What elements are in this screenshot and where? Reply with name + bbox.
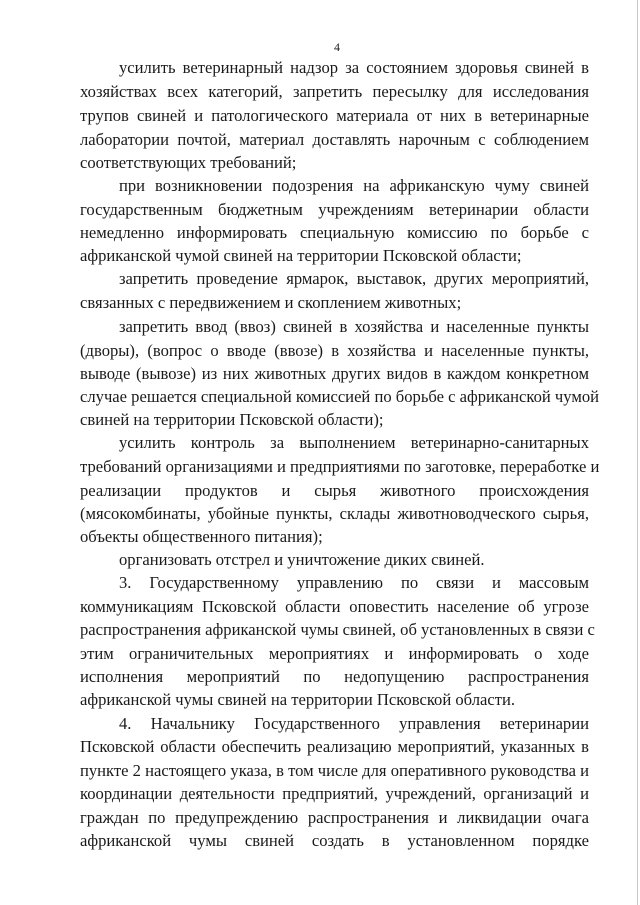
text-line: координации деятельности предприятий, учреждений, организаций и xyxy=(80,784,589,803)
text-line: организовать отстрел и уничтожение диких свиней. xyxy=(119,550,485,569)
text-line: требований организациями и предприятиями по заготовке, переработке и xyxy=(80,457,600,476)
text-line: этим ограничительных мероприятиях и информировать о ходе xyxy=(80,644,589,663)
text-line: распространения африканской чумы свиней, об установленных в связи с xyxy=(80,620,595,639)
text-line: лаборатории почтой, материал доставлять нарочным с соблюдением xyxy=(80,130,589,149)
text-line: коммуникациям Псковской области оповестить население об угрозе xyxy=(80,597,589,616)
text-line: выводе (вывозе) из них животных других видов в каждом конкретном xyxy=(80,364,589,383)
text-line: запретить проведение ярмарок, выставок, других мероприятий, xyxy=(119,269,589,288)
text-line: связанных с передвижением и скоплением животных; xyxy=(80,293,462,312)
text-line: запретить ввод (ввоз) свиней в хозяйства и населенные пункты xyxy=(119,317,589,336)
text-line: 3. Государственному управлению по связи и массовым xyxy=(119,573,589,592)
text-line: немедленно информировать специальную комиссию по борьбе с xyxy=(80,223,589,242)
text-line: хозяйствах всех категорий, запретить пересылку для исследования xyxy=(80,82,589,101)
text-line: соответствующих требований; xyxy=(80,153,297,172)
text-line: пункте 2 настоящего указа, в том числе для оперативного руководства и xyxy=(80,761,589,780)
text-line: усилить контроль за выполнением ветеринарно-санитарных xyxy=(119,433,589,452)
text-line: при возникновении подозрения на африканскую чуму свиней xyxy=(119,176,589,195)
page-edge xyxy=(637,0,638,905)
text-line: (мясокомбинаты, убойные пункты, склады животноводческого сырья, xyxy=(80,504,589,523)
text-line: случае решается специальной комиссией по борьбе с африканской чумой xyxy=(80,387,599,406)
text-line: свиней на территории Псковской области); xyxy=(80,410,384,429)
text-line: трупов свиней и патологического материала от них в ветеринарные xyxy=(80,106,589,125)
text-line: 4. Начальнику Государственного управления ветеринарии xyxy=(119,714,589,733)
text-line: объекты общественного питания); xyxy=(80,527,323,546)
text-line: усилить ветеринарный надзор за состоянием здоровья свиней в xyxy=(119,58,589,77)
text-line: граждан по предупреждению распространения и ликвидации очага xyxy=(80,808,589,827)
text-line: африканской чумой свиней на территории Псковской области; xyxy=(80,246,522,265)
text-line: африканской чумы свиней на территории Псковской области. xyxy=(80,690,515,709)
text-line: африканской чумы свиней создать в установленном порядке xyxy=(80,831,589,850)
text-line: Псковской области обеспечить реализацию мероприятий, указанных в xyxy=(80,737,589,756)
text-line: (дворы), (вопрос о вводе (ввозе) в хозяйства и населенные пункты, xyxy=(80,341,589,360)
text-line: государственным бюджетным учреждениям ветеринарии области xyxy=(80,200,589,219)
page-number: 4 xyxy=(334,40,340,54)
text-line: исполнения мероприятий по недопущению распространения xyxy=(80,667,589,686)
text-line: реализации продуктов и сырья животного происхождения xyxy=(80,481,589,500)
